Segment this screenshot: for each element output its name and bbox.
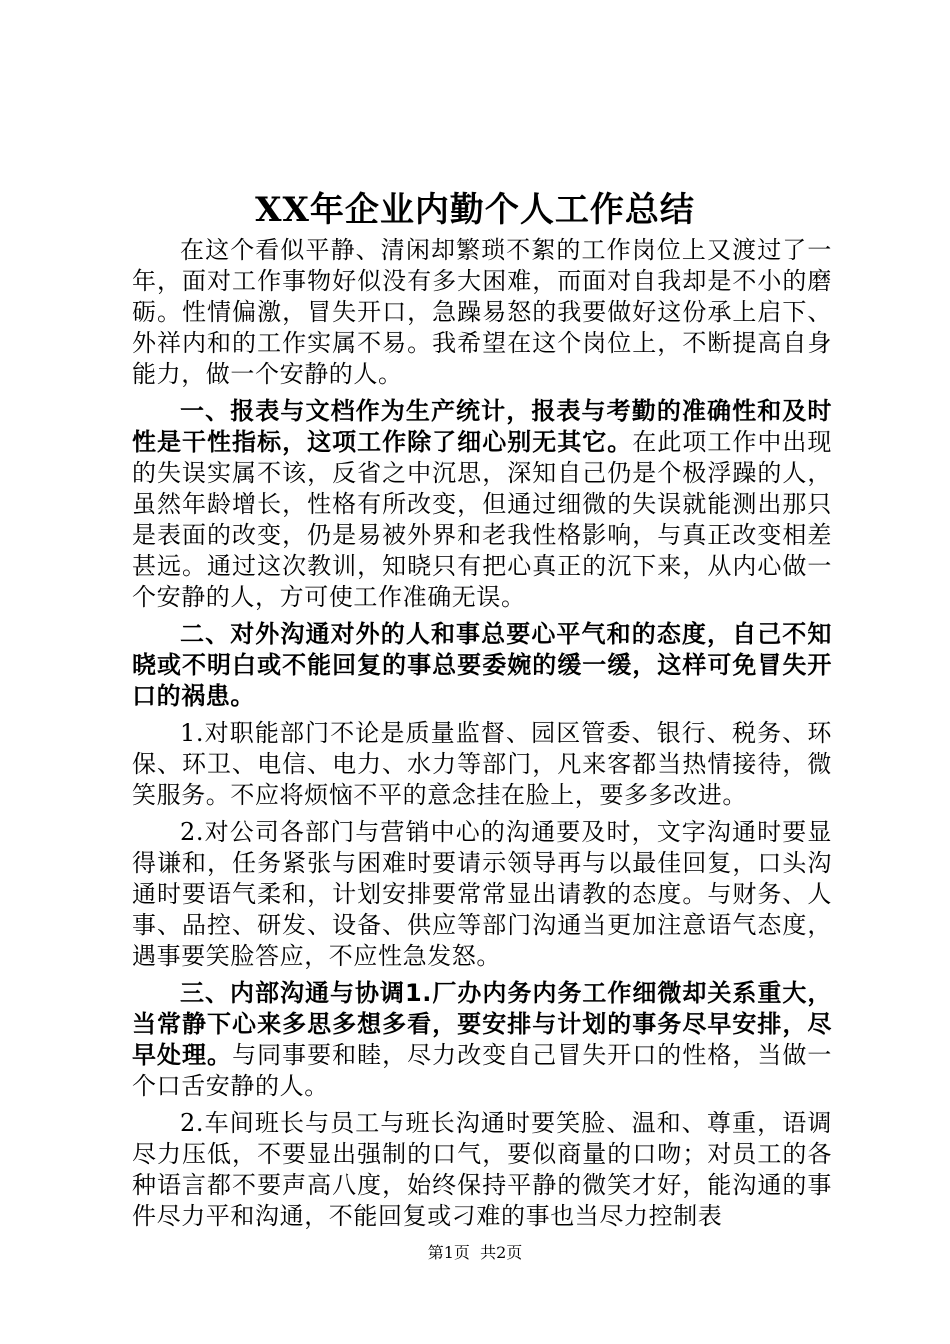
paragraph-item-2-1 <box>132 718 832 811</box>
page-total: 共2页 <box>480 1243 523 1262</box>
paragraph-heading: 一、报表与文档作为生产统计，报表与考勤的准确性和及时性是干性指标，这项工作除了细心别无其它。 <box>132 397 832 456</box>
document-body <box>132 235 832 1238</box>
page-footer <box>0 1242 950 1264</box>
paragraph-item-2-2 <box>132 817 832 972</box>
paragraph-text: 2.对公司各部门与营销中心的沟通要及时，文字沟通时要显得谦和，任务紧张与困难时要请示领导再与以最佳回复，口头沟通时要语气柔和，计划安排要常常显出请教的态度。与财务、人事、品控、研发、设备、供应等部门沟通当更加注意语气态度，遇事要笑脸答应，不应性急发怒。 <box>132 818 832 970</box>
paragraph-text: 与同事要和睦，尽力改变自己冒失开口的性格，当做一个口舌安静的人。 <box>132 1041 832 1100</box>
paragraph-item-3-2 <box>132 1108 832 1232</box>
paragraph-section-1 <box>132 396 832 613</box>
paragraph-text: 在这个看似平静、清闲却繁琐不絮的工作岗位上又渡过了一年，面对工作事物好似没有多大困难，而面对自我却是不小的磨砺。性情偏激，冒失开口，急躁易怒的我要做好这份承上启下、外祥内和的工作实属不易。我希望在这个岗位上，不断提高自身能力，做一个安静的人。 <box>132 236 832 388</box>
paragraph-text: 1.对职能部门不论是质量监督、园区管委、银行、税务、环保、环卫、电信、电力、水力等部门，凡来客都当热情接待，微笑服务。不应将烦恼不平的意念挂在脸上，要多多改进。 <box>132 719 832 809</box>
paragraph-section-2 <box>132 619 832 712</box>
document-title: XX年企业内勤个人工作总结 <box>255 190 695 230</box>
paragraph-heading: 三、内部沟通与协调1.厂办内务内务工作细微却关系重大，当常静下心来多思多想多看，要安排与计划的事务尽早安排，尽早处理。 <box>132 979 832 1069</box>
page-number: 第1页 <box>427 1243 470 1262</box>
paragraph-text: 2.车间班长与员工与班长沟通时要笑脸、温和、尊重，语调尽力压低，不要显出强制的口气，要似商量的口吻；对员工的各种语言都不要声高八度，始终保持平静的微笑才好，能沟通的事件尽力平和沟通，不能回复或刁难的事也当尽力控制表 <box>132 1109 832 1230</box>
paragraph-text: 在此项工作中出现的失误实属不该，反省之中沉思，深知自己仍是个极浮躁的人，虽然年龄增长，性格有所改变，但通过细微的失误就能测出那只是表面的改变，仍是易被外界和老我性格影响，与真正改变相差甚远。通过这次教训，知晓只有把心真正的沉下来，从内心做一个安静的人，方可使工作准确无误。 <box>132 428 832 611</box>
paragraph-section-3 <box>132 978 832 1102</box>
paragraph-intro <box>132 235 832 390</box>
paragraph-heading: 二、对外沟通对外的人和事总要心平气和的态度，自己不知晓或不明白或不能回复的事总要委婉的缓一缓，这样可免冒失开口的祸患。 <box>132 620 832 710</box>
